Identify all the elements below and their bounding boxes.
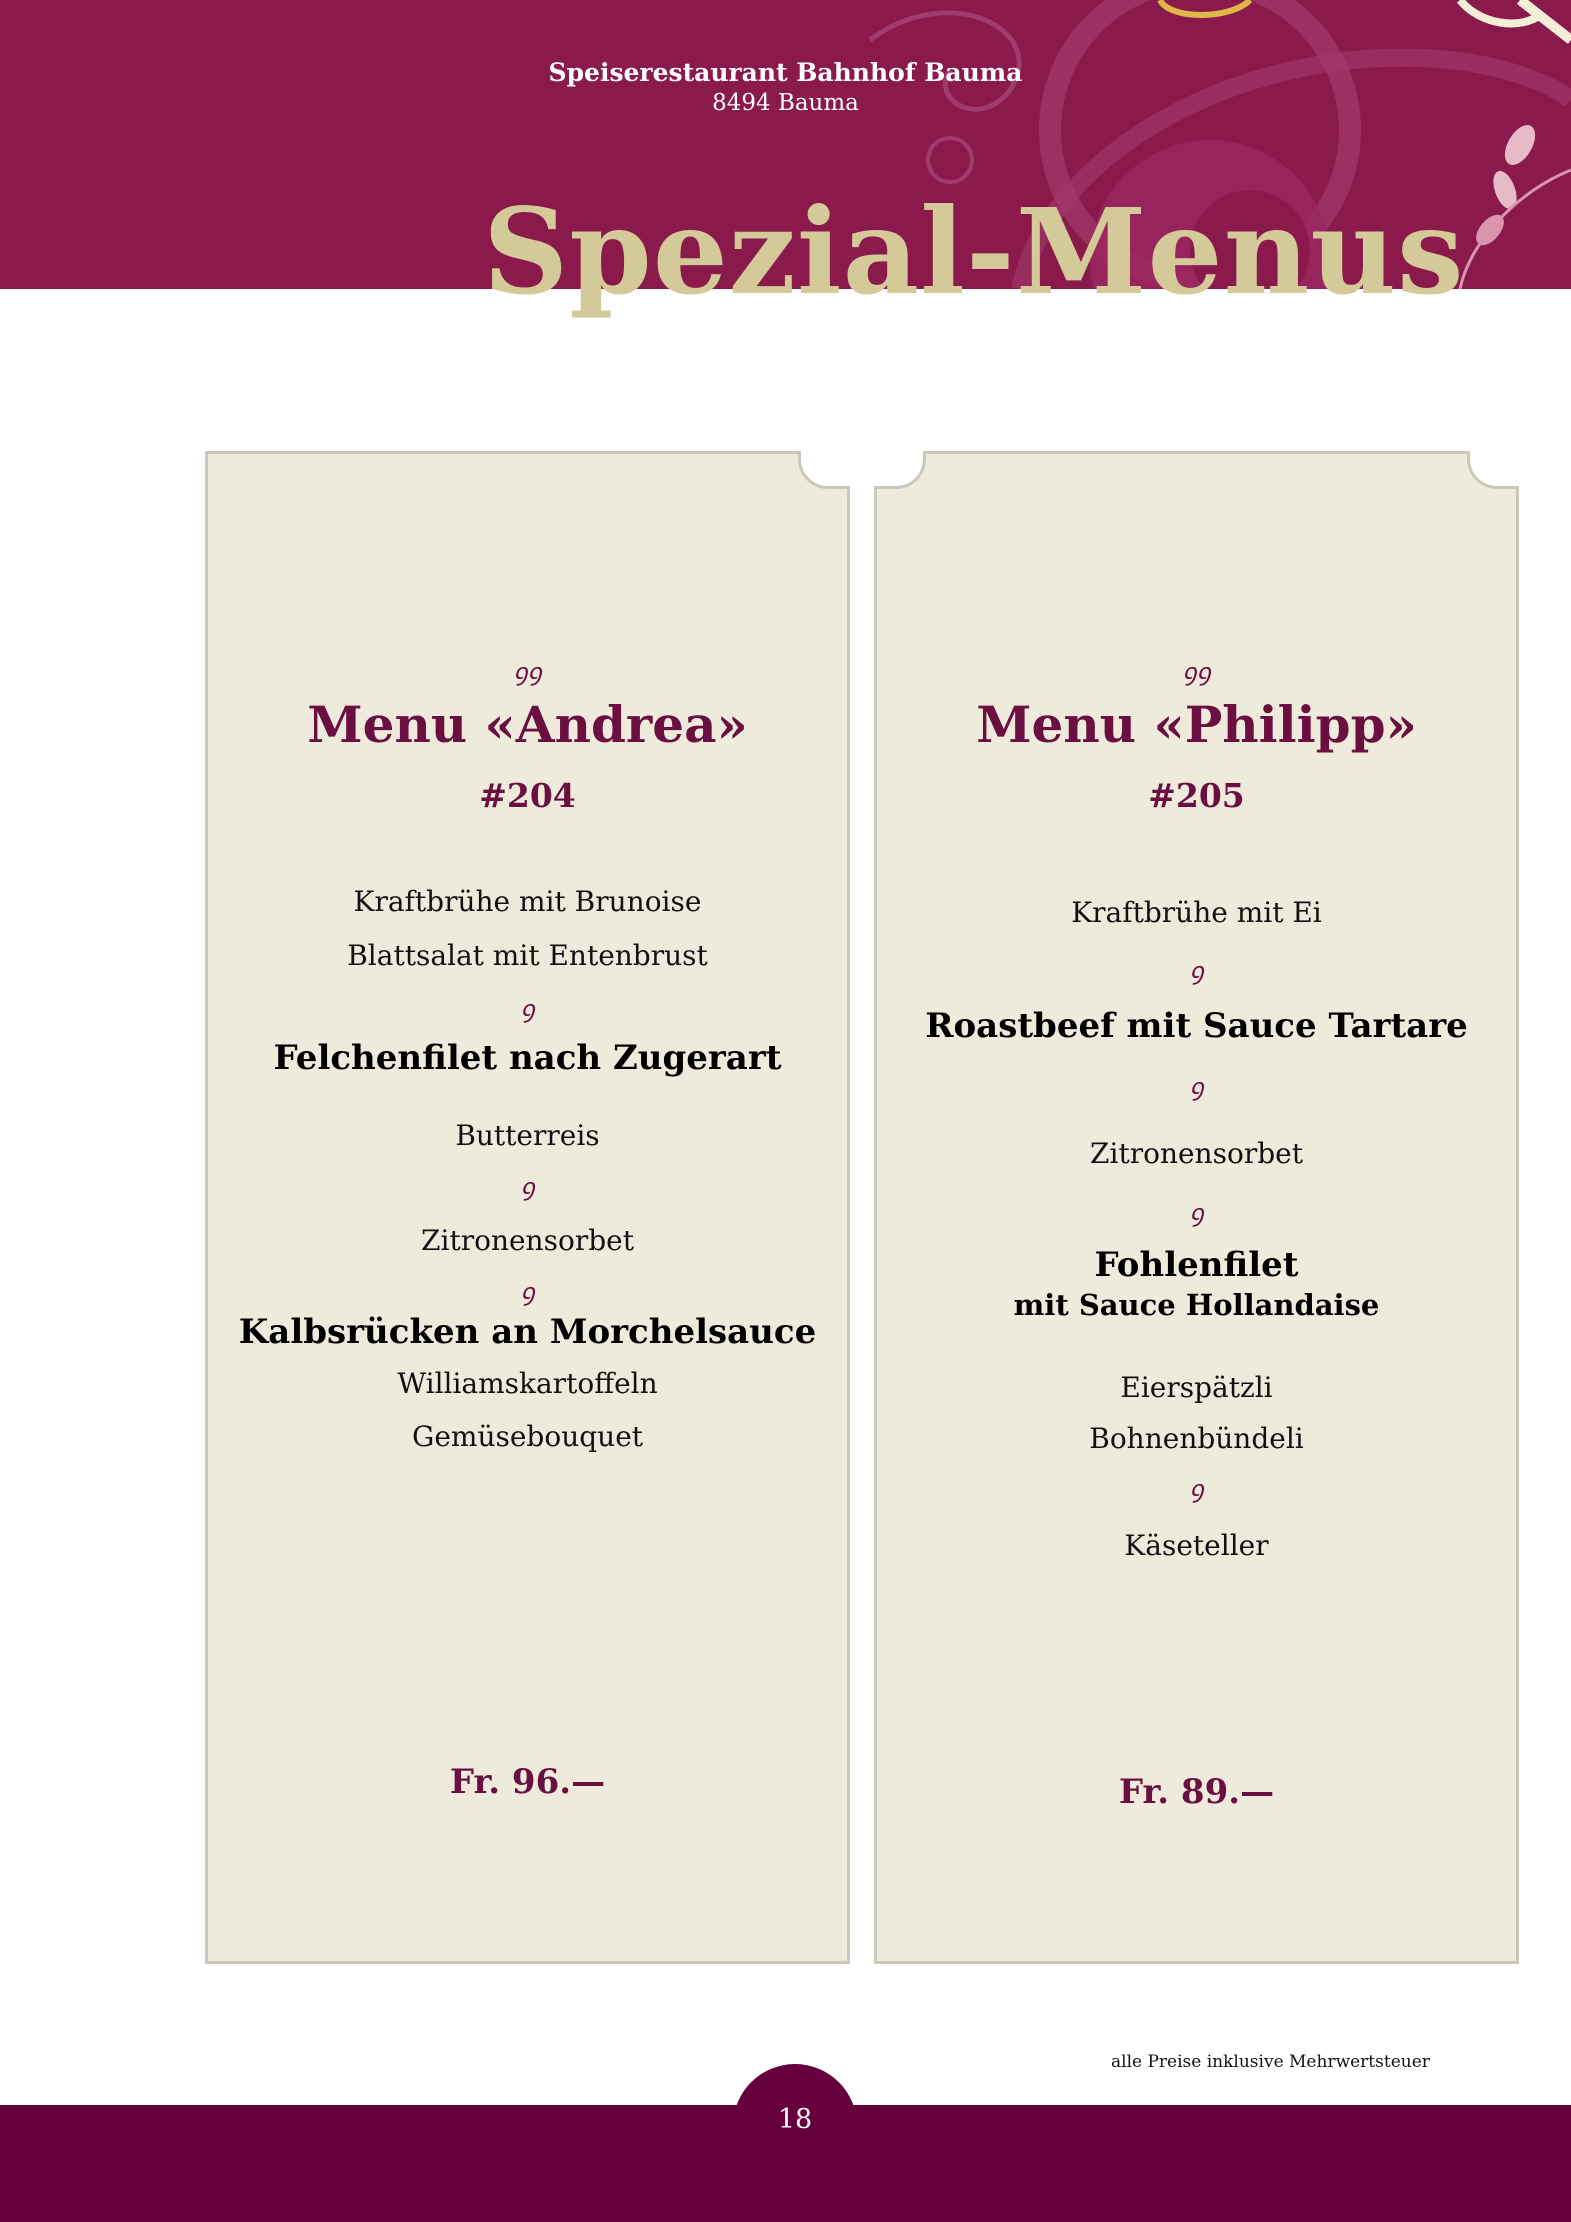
flourish-ornament-icon: ꝯ	[1189, 1475, 1204, 1503]
menu-item-main: Kalbsrücken an Morchelsauce	[238, 1312, 817, 1352]
menu-item: Käseteller	[1124, 1529, 1269, 1562]
vat-note: alle Preise inklusive Mehrwertsteuer	[1111, 2052, 1430, 2072]
flourish-ornament-icon: ꝯ	[1189, 957, 1204, 985]
page-number: 18	[777, 2104, 813, 2135]
menu-item: Eierspätzli	[1120, 1371, 1273, 1404]
menu-item-main: Fohlenfilet	[1094, 1245, 1299, 1285]
flourish-ornament-icon: ꝯ	[1189, 1073, 1204, 1101]
menu-item: Kraftbrühe mit Brunoise	[353, 885, 702, 918]
restaurant-name: Speiserestaurant Bahnhof Bauma	[548, 58, 1023, 87]
menu-item-main-subtitle: mit Sauce Hollandaise	[1013, 1288, 1380, 1322]
flourish-ornament-icon: ꝯꝯ	[1182, 658, 1211, 686]
flourish-ornament-icon: ꝯ	[520, 1278, 535, 1306]
menu-item-main: Felchenfilet nach Zugerart	[273, 1038, 782, 1078]
card-corner-notch	[798, 451, 850, 489]
restaurant-city: 8494 Bauma	[712, 90, 859, 116]
menu-item: Kraftbrühe mit Ei	[1071, 896, 1322, 929]
menu-title: Menu «Andrea»	[307, 695, 748, 754]
menu-title: Menu «Philipp»	[976, 695, 1417, 754]
flourish-ornament-icon: ꝯ	[520, 1173, 535, 1201]
card-corner-notch	[1467, 451, 1519, 489]
flourish-ornament-icon: ꝯꝯ	[513, 658, 542, 686]
menu-item: Zitronensorbet	[421, 1224, 634, 1257]
menu-item: Zitronensorbet	[1090, 1137, 1303, 1170]
menu-card-andrea	[205, 451, 850, 1964]
page-title: Spezial-Menus	[483, 182, 1465, 321]
card-corner-notch	[874, 451, 926, 489]
menu-item: Blattsalat mit Entenbrust	[347, 939, 708, 972]
menu-price: Fr. 89.—	[1118, 1772, 1275, 1812]
menu-price: Fr. 96.—	[449, 1762, 606, 1802]
menu-card-philipp	[874, 451, 1519, 1964]
flourish-ornament-icon: ꝯ	[520, 995, 535, 1023]
flourish-ornament-icon: ꝯ	[1189, 1199, 1204, 1227]
menu-number: #205	[1148, 776, 1245, 815]
menu-item-main: Roastbeef mit Sauce Tartare	[925, 1006, 1468, 1046]
menu-number: #204	[479, 776, 576, 815]
menu-item: Butterreis	[455, 1119, 600, 1152]
menu-item: Bohnenbündeli	[1089, 1422, 1304, 1455]
menu-item: Williamskartoffeln	[397, 1367, 658, 1400]
menu-item: Gemüsebouquet	[411, 1420, 644, 1453]
